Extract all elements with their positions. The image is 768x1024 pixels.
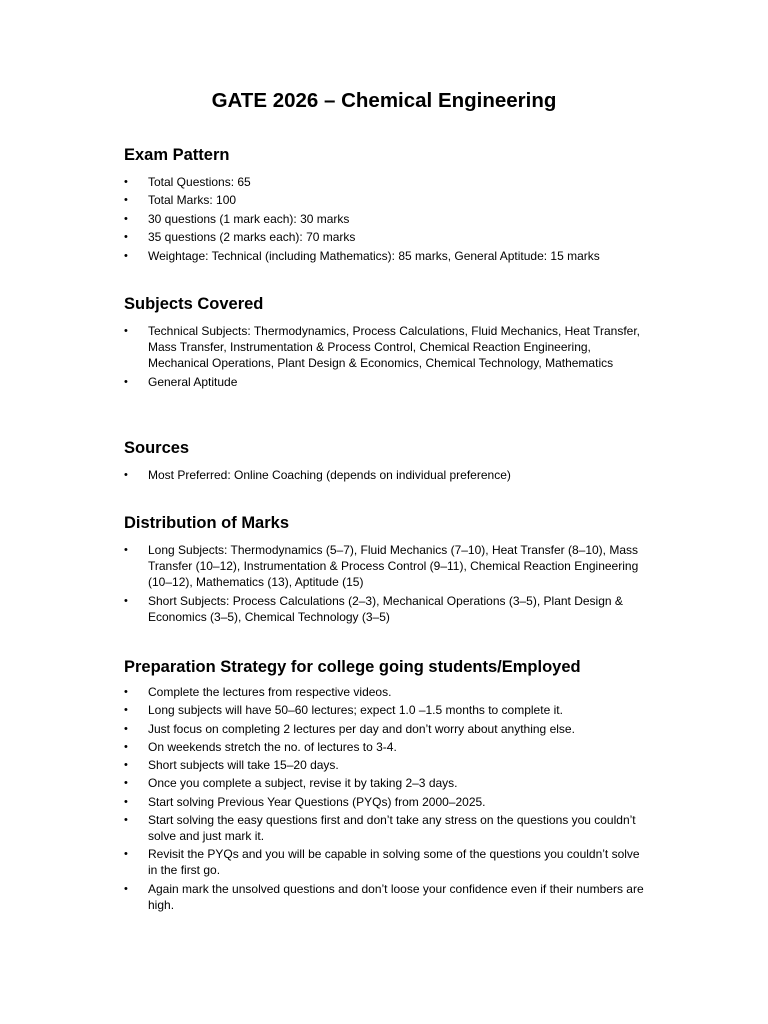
bullet-icon: • bbox=[124, 795, 128, 808]
bullet-list bbox=[124, 542, 644, 625]
bullet-icon: • bbox=[124, 231, 128, 244]
list-item-text: 30 questions (1 mark each): 30 marks bbox=[148, 211, 350, 226]
list-item bbox=[124, 542, 644, 590]
list-item-text: Long subjects will have 50–60 lectures; expect 1.0 –1.5 months to complete it. bbox=[148, 703, 563, 718]
section-heading: Sources bbox=[124, 439, 190, 457]
list-item bbox=[124, 211, 644, 227]
list-item bbox=[124, 192, 644, 208]
list-item-text: Once you complete a subject, revise it by taking 2–3 days. bbox=[148, 776, 458, 791]
list-item bbox=[124, 812, 644, 844]
bullet-list bbox=[124, 467, 644, 483]
list-item-text: Technical Subjects: Thermodynamics, Process Calculations, Fluid Mechanics, Heat Transfer, Mass Transfer, Instrumentation & Process Control, Chemical Reaction Engineering, bbox=[148, 324, 640, 354]
bullet-icon: • bbox=[124, 686, 128, 698]
list-item-text: Long Subjects: Thermodynamics (5–7), Fluid Mechanics (7–10), Heat Transfer (8–10), Mass Transfer (10–12), Instrumentation & Process Control (9–11), Chemical Reaction Engineering (10–12), Mathematics (13), Aptitude (15) bbox=[148, 543, 639, 589]
list-item bbox=[124, 248, 644, 264]
section-subjects-covered bbox=[124, 293, 644, 393]
list-item bbox=[124, 467, 644, 483]
bullet-icon: • bbox=[124, 759, 128, 772]
bullet-icon: • bbox=[124, 848, 128, 861]
bullet-list bbox=[124, 323, 644, 390]
list-item bbox=[124, 174, 644, 190]
list-item bbox=[124, 229, 644, 245]
list-item bbox=[124, 702, 644, 718]
list-item-text-continued: Mechanical Operations, Plant Design & Economics, Chemical Technology, Mathematics bbox=[148, 356, 614, 370]
bullet-list bbox=[124, 174, 644, 264]
page-title: GATE 2026 – Chemical Engineering bbox=[211, 89, 557, 112]
list-item-text: Start solving Previous Year Questions (PYQs) from 2000–2025. bbox=[148, 794, 486, 809]
bullet-icon: • bbox=[124, 777, 128, 790]
list-item bbox=[124, 757, 644, 773]
bullet-icon: • bbox=[124, 544, 128, 556]
list-item-text: Short Subjects: Process Calculations (2–3), Mechanical Operations (3–5), Plant Design & Economics (3–5), Chemical Technology (3–5) bbox=[148, 594, 623, 624]
section-heading: Distribution of Marks bbox=[124, 514, 290, 532]
list-item bbox=[124, 881, 644, 913]
bullet-icon: • bbox=[124, 249, 128, 262]
bullet-icon: • bbox=[124, 882, 128, 895]
list-item-text: Short subjects will take 15–20 days. bbox=[148, 758, 339, 773]
list-item-text: 35 questions (2 marks each): 70 marks bbox=[148, 230, 356, 245]
list-item-text: Start solving the easy questions first and don’t take any stress on the questions you couldn’t solve and just mark it. bbox=[148, 813, 636, 844]
bullet-list bbox=[124, 684, 644, 913]
list-item-text: Revisit the PYQs and you will be capable in solving some of the questions you couldn’t solve in the first go. bbox=[148, 847, 640, 878]
bullet-icon: • bbox=[124, 740, 128, 753]
section-exam-pattern bbox=[124, 144, 644, 266]
section-sources bbox=[124, 437, 644, 483]
section-preparation-strategy bbox=[124, 656, 644, 915]
section-heading: Preparation Strategy for college going students/Employed bbox=[124, 658, 581, 676]
list-item bbox=[124, 593, 644, 625]
section-heading: Subjects Covered bbox=[124, 295, 264, 313]
list-item bbox=[124, 721, 644, 737]
bullet-icon: • bbox=[124, 814, 128, 827]
list-item-text: Total Marks: 100 bbox=[148, 193, 237, 208]
bullet-icon: • bbox=[124, 325, 128, 337]
bullet-icon: • bbox=[124, 595, 128, 607]
section-heading: Exam Pattern bbox=[124, 146, 230, 164]
bullet-icon: • bbox=[124, 704, 128, 717]
list-item-text: General Aptitude bbox=[148, 375, 238, 389]
list-item-text: On weekends stretch the no. of lectures to 3-4. bbox=[148, 739, 397, 754]
list-item bbox=[124, 323, 644, 371]
bullet-icon: • bbox=[124, 376, 128, 388]
list-item-text: Complete the lectures from respective videos. bbox=[148, 685, 392, 699]
bullet-icon: • bbox=[124, 722, 128, 735]
list-item bbox=[124, 794, 644, 810]
list-item bbox=[124, 739, 644, 755]
list-item bbox=[124, 846, 644, 878]
list-item-text: Just focus on completing 2 lectures per day and don’t worry about anything else. bbox=[148, 721, 575, 736]
list-item-text: Weightage: Technical (including Mathematics): 85 marks, General Aptitude: 15 marks bbox=[148, 248, 600, 263]
list-item bbox=[124, 684, 644, 700]
list-item bbox=[124, 775, 644, 791]
bullet-icon: • bbox=[124, 212, 128, 225]
bullet-icon: • bbox=[124, 469, 128, 481]
bullet-icon: • bbox=[124, 176, 128, 188]
list-item-text: Total Questions: 65 bbox=[148, 175, 251, 189]
section-distribution-of-marks bbox=[124, 512, 644, 628]
bullet-icon: • bbox=[124, 194, 128, 207]
list-item-text: Again mark the unsolved questions and don’t loose your confidence even if their numbers are high. bbox=[148, 881, 644, 912]
list-item-text: Most Preferred: Online Coaching (depends on individual preference) bbox=[148, 468, 511, 482]
list-item bbox=[124, 374, 644, 390]
